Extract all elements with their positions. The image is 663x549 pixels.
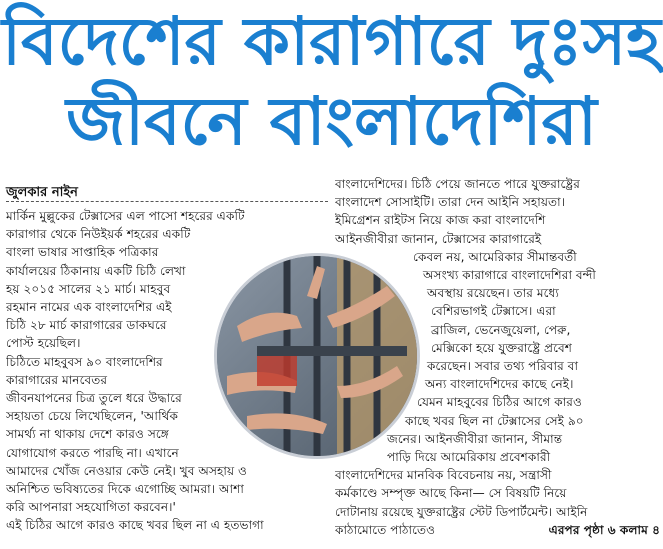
text-line: কাছে খবর ছিল না টেক্সাসের সেই ৯০ xyxy=(405,413,584,428)
text-line: পোস্ট হয়েছিল। xyxy=(6,336,81,351)
text-line: কারাগারের মানবেতর xyxy=(6,372,108,387)
text-line: বেশিরভাগই টেক্সাসে। এরা xyxy=(431,304,556,319)
text-line: আমাদের খোঁজ নেওয়ার কেউ নেই। খুব অসহায় ও xyxy=(6,463,247,478)
continuation-reference: এরপর পৃষ্ঠা ৬ কলাম ৪ xyxy=(548,522,660,537)
byline: জুলকার নাইন xyxy=(6,185,78,200)
text-line: চিঠিতে মাহবুবস ৯০ বাংলাদেশির xyxy=(6,354,163,369)
text-line: করি আপনারা সহযোগিতা করবেন।' xyxy=(6,500,176,515)
text-line: জনের। আইনজীবীরা জানান, সীমান্ত xyxy=(387,431,563,446)
text-line: ব্রাজিল, ভেনেজুয়েলা, পেরু, xyxy=(431,322,571,337)
text-line: পাড়ি দিয়ে আমেরিকায় প্রবেশকারী xyxy=(387,450,551,465)
text-line: এই চিঠির আগে কারও কাছে খবর ছিল না এ হতভাগা xyxy=(6,518,264,533)
text-line: চিঠি ২৮ মার্চ কারাগারের ডাকঘরে xyxy=(6,318,167,333)
headline xyxy=(0,2,663,162)
text-line: হয় ২০১৫ সালের ২১ মার্চ। মাহবুব xyxy=(6,281,171,296)
text-line: যেমন মাহবুবের চিঠির আগে কারও xyxy=(417,395,582,410)
text-line: মেক্সিকো হয়ে যুক্তরাষ্ট্রে প্রবেশ xyxy=(431,340,572,355)
headline-line-2: জীবনে বাংলাদেশিরা xyxy=(66,83,597,160)
headline-line-1: বিদেশের কারাগারে দুঃসহ xyxy=(2,3,661,80)
text-line xyxy=(335,521,660,539)
text-line: অসংখ্য কারাগারে বাংলাদেশিরা বন্দী xyxy=(423,268,596,283)
text-line: কেবল নয়, আমেরিকার সীমান্তবর্তী xyxy=(413,249,577,264)
text-line: মার্কিন মুল্লুকের টেক্সাসের এল পাসো শহরের একটি xyxy=(6,209,245,223)
text-line: করেছেন। সবার তথ্য পরিবার বা xyxy=(427,359,578,374)
text-line: জীবনযাপনের চিত্র তুলে ধরে উদ্ধারে xyxy=(6,391,182,406)
byline-divider xyxy=(6,201,328,202)
text-line: সহায়তা চেয়ে লিখেছিলেন, 'আর্থিক xyxy=(6,409,179,424)
text-line: আইনজীবীরা জানান, টেক্সাসের কারাগারেই xyxy=(335,231,542,246)
text-line: কারাগার থেকে নিউইয়র্ক শহরের একটি xyxy=(6,227,191,242)
text-line: বাংলাদেশিদের মানবিক বিবেচনায় নয়, সন্ত্রাসী xyxy=(335,468,552,483)
text-line: ইমিগ্রেশন রাইটস নিয়ে কাজ করা বাংলাদেশি xyxy=(335,213,546,228)
text-line: বাংলা ভাষার সাপ্তাহিক পত্রিকার xyxy=(6,245,159,260)
text-line: কর্মকাণ্ডে সম্পৃক্ত আছে কিনা— সে বিষয়টি নিয়ে xyxy=(335,486,567,501)
text-line: অনিশ্চিত ভবিষ্যতের দিকে এগোচ্ছি আমরা। আশা xyxy=(6,482,244,497)
text-line: যোগাযোগ করতে পারছি না। এখানে xyxy=(6,445,179,460)
text-line: অবস্থায় রয়েছেন। তার মধ্যে xyxy=(427,286,559,301)
text-line: বাংলাদেশিদের। চিঠি পেয়ে জানতে পারে যুক্তরাষ্ট্রের xyxy=(335,177,580,191)
text-line: দোটানায় রয়েছে যুক্তরাষ্ট্রের স্টেট ডিপার্টমেন্ট। আইনি xyxy=(335,504,588,519)
text-line: কার্যালয়ের ঠিকানায় একটি চিঠি লেখা xyxy=(6,263,186,278)
text-line: বাংলাদেশ সোসাইটি। তারা দেন আইনি সহায়তা। xyxy=(335,195,566,210)
prison-bars-illustration xyxy=(217,256,417,456)
text-line: রহমান নামের এক বাংলাদেশির এই xyxy=(6,300,172,315)
prison-photo xyxy=(214,253,420,459)
text-line-end: কাঠামোতে পাঠাতেও xyxy=(335,522,436,537)
text-line: সামর্থ্য না থাকায় দেশে কারও সঙ্গে xyxy=(6,427,169,442)
text-line: অন্য বাংলাদেশিদের কাছে নেই। xyxy=(425,377,574,392)
